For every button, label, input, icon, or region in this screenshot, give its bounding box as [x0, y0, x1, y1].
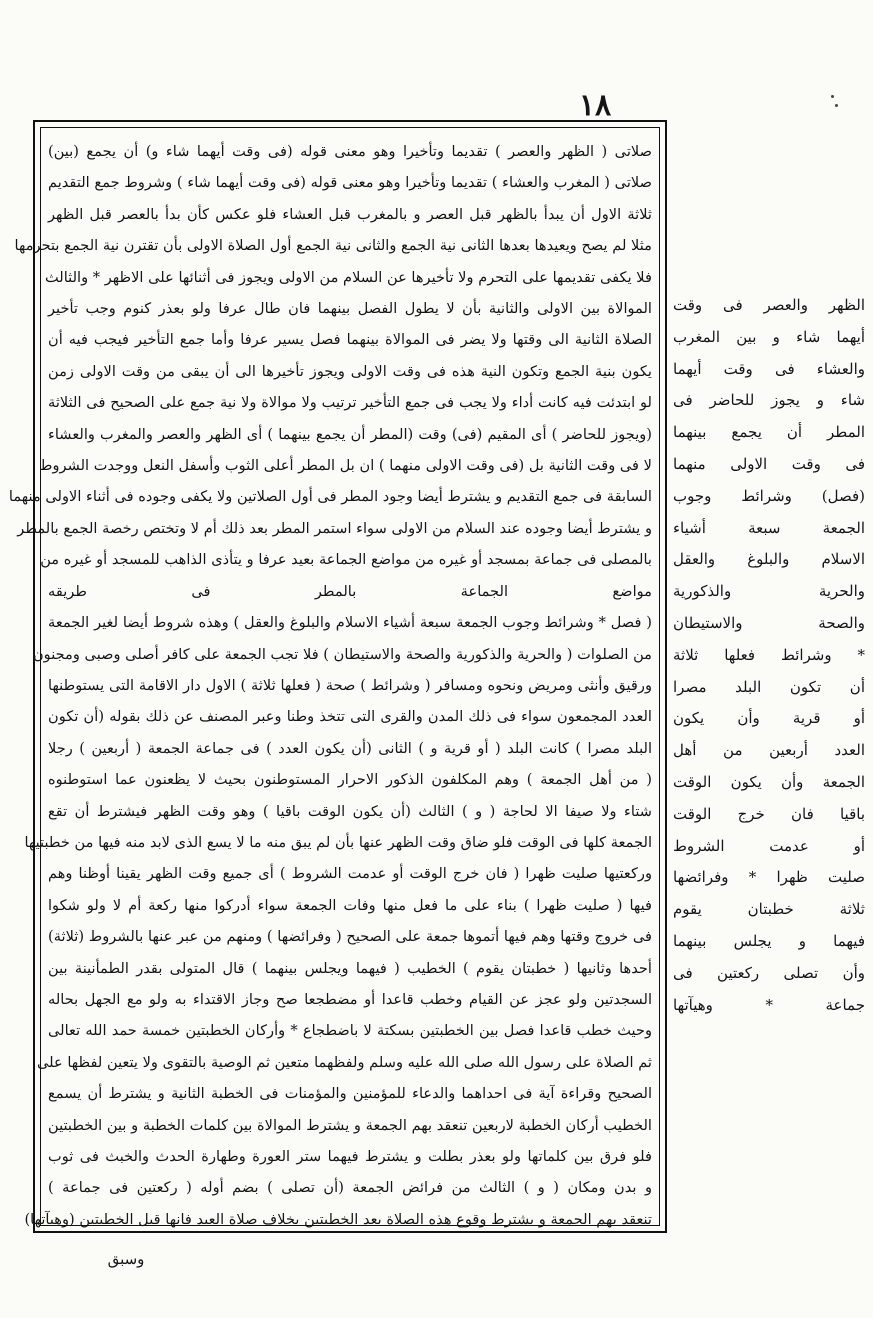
margin-text-line: المطر أن يجمع بينهما	[673, 423, 865, 442]
main-text-line: ثلاثة الاول أن يبدأ بالظهر قبل العصر و بالمغرب قبل العشاء فلو عكس كأن بدأ بالعصر قبل الظهر	[48, 205, 652, 223]
main-text-line: من الصلوات ( والحرية والذكورية والصحة والاستيطان ) فلا تجب الجمعة على كافر أصلى وصبى ومجنون	[32, 645, 652, 663]
margin-text-line: الجمعة وأن يكون الوقت	[673, 772, 865, 791]
margin-text-line: صليت ظهرا * وفرائضها	[673, 868, 865, 887]
margin-text-line: فيهما و يجلس بينهما	[673, 931, 865, 950]
main-text-line: ثم الصلاة على رسول الله صلى الله عليه وسلم ولفظهما متعين ثم الوصية بالتقوى ولا يتعين لفظها على	[37, 1053, 652, 1071]
main-text-line: العدد المجمعون سواء فى ذلك المدن والقرى التى تتخذ وطنا وعبر المصنف عن ذلك بقوله (أن تكون	[48, 708, 652, 726]
main-text-line: لا فى وقت الثانية بل (فى وقت الاولى منهما ) ان بل المطر أعلى الثوب وأسفل النعل ووجدت الشروط	[38, 457, 652, 475]
margin-text-line: أو عدمت الشروط	[673, 836, 865, 855]
main-text-line: مثلا لم يصح ويعيدها بعدها الثانى نية الجمع والثانى نية الجمع أول الصلاة الاولى بأن تقترن نية الجمع بتحرمها	[14, 237, 652, 255]
margin-text-line: الاسلام والبلوغ والعقل	[673, 550, 865, 569]
margin-text-line: باقيا فان خرج الوقت	[673, 804, 865, 823]
main-text-line: و بدن ومكان ( و ) الثالث من فرائض الجمعة (أن تصلى ) بضم أوله ( ركعتين فى جماعة )	[48, 1179, 652, 1197]
main-text-line: بالمصلى فى جماعة بمسجد أو غيره من مواضع الجماعة بعيد عرفا و يتأذى الذاهب للمسجد أو غيره من	[40, 551, 652, 569]
margin-text-line: والحرية والذكورية	[673, 582, 865, 601]
main-text-line: البلد مصرا ) كانت البلد ( أو قرية و ) الثانى (أن يكون العدد ) فى جماعة الجمعة ( أربعين ) رجلا	[48, 739, 652, 757]
main-text-line: السابقة فى جمع التقديم و يشترط أيضا وجود المطر فى أول الصلاتين ولا يكفى وجوده فى أثناء الاولى منهما	[8, 488, 652, 506]
decorative-dot	[835, 104, 838, 107]
page-number: ١٨	[578, 88, 612, 123]
main-text-line: الصلاة الثانية الى وقتها ولا يضر فى الموالاة بينهما فصل يسير عرفا وأما جمع التأخير فيجب فيه أن	[48, 331, 652, 349]
main-text-line: السجدتين ولو عجز عن القيام وخطب قاعدا أو مضطجعا صح وجاز الاقتداء به ولو مع الجهل بحاله	[48, 990, 652, 1008]
main-text-line: الجمعة كلها فى الوقت فلو ضاق وقت الظهر عنها بأن لم يبق منه ما لا يسع الذى لابد منه فيها من خطبتيها	[24, 833, 652, 851]
main-text-line: ورقيق وأنثى ومريض ونحوه ومسافر ( وشرائط ) صحة ( فعلها ثلاثة ) الاول دار الاقامة التى يستوطنها	[48, 676, 652, 694]
main-text-line: شتاء ولا صيفا الا لحاجة ( و ) الثالث (أن يكون الوقت باقيا ) وهو وقت الظهر فيشترط أن تقع	[48, 802, 652, 820]
margin-text-line: أيهما شاء و بين المغرب	[673, 327, 865, 346]
main-text-line: فلا يكفى تقديمها على التحرم ولا تأخيرها عن السلام من الاولى ويجوز فى أثنائها على الاظهر * والثالث	[44, 268, 652, 286]
margin-text-line: والعشاء فى وقت أيهما	[673, 359, 865, 378]
catchword: وسبق	[107, 1250, 145, 1268]
main-text-line: مواضع الجماعة بالمطر فى طريقه	[48, 582, 652, 600]
margin-text-line: ثلاثة خطبتان يقوم	[673, 900, 865, 919]
main-text-line: وحيث خطب قاعدا فصل بين الخطبتين بسكتة لا باضطجاع * وأركان الخطبتين خمسة حمد الله تعالى	[48, 1022, 652, 1040]
main-text-line: وركعتيها صليت ظهرا ( فان خرج الوقت أو عدمت الشروط ) أى جميع وقت الظهر يقينا أوظنا وهم	[48, 865, 652, 883]
margin-text-line: الظهر والعصر فى وقت	[673, 296, 865, 314]
decorative-dot	[831, 95, 834, 98]
main-text-line: فلو فرق بين كلماتها ولو بعذر بطلت و يشترط فيهما ستر العورة وطهارة الحدث والخبث فى ثوب	[48, 1148, 652, 1165]
main-text-line: فى خروج وقتها وهم فيها أتموها جمعة على الصحيح ( وفرائضها ) ومنهم من عبر عنها بالشروط (ثلاثة)	[48, 928, 652, 946]
main-text-line: الخطيب أركان الخطبة لاربعين تنعقد بهم الجمعة و يشترط الموالاة بين كلمات الخطبة و بين الخطبتين	[48, 1116, 652, 1134]
main-text-line: يكون بنية الجمع وتكون النية هذه فى وقت الاولى ويجوز تأخيرها الى أن يبقى من وقت الاولى زمن	[48, 362, 652, 380]
main-text-line: ( من أهل الجمعة ) وهم المكلفون الذكور الاحرار المستوطنون بحيث لا يظعنون عما استوطنوه	[48, 771, 652, 789]
margin-text-line: * وشرائط فعلها ثلاثة	[673, 645, 865, 664]
main-text-line: الصحيح وقراءة آية فى احداهما والدعاء للمؤمنين والمؤمنات فى الخطبة الثانية و يشترط أن يسمع	[48, 1085, 652, 1103]
main-text-line: و يشترط أيضا وجوده عند السلام من الاولى سواء استمر المطر بعد ذلك أم لا وتختص رخصة الجمع بالمطر	[17, 519, 652, 537]
margin-text-line: جماعة * وهيآتها	[673, 995, 865, 1014]
main-text-line: أحدها وثانيها ( خطبتان يقوم ) الخطيب ( فيهما ويجلس بينهما ) قال المتولى بقدر الطمأنينة بين	[48, 959, 652, 977]
margin-text-column	[673, 290, 865, 1014]
main-text-column	[8, 136, 652, 1228]
main-text-line: تنعقد بهم الجمعة و يشترط وقوع هذه الصلاة بعد الخطبتين بخلاف صلاة العيد فانها قبل الخطبتين (وهيآتها)	[24, 1210, 652, 1228]
margin-text-line: العدد أربعين من أهل	[673, 741, 865, 760]
main-text-line: لو ابتدئت فيه كانت أداء ولا يجب فى جمع التأخير ترتيب ولا موالاة ولا نية جمع على الصحيح فى الثلاثة	[48, 394, 652, 412]
margin-text-line: وأن تصلى ركعتين فى	[673, 963, 865, 982]
main-text-line: الموالاة بين الاولى والثانية بأن لا يطول الفصل بينهما فان طال عرفا ولو بعذر كنوم وجب تأخير	[48, 300, 652, 318]
margin-text-line: فى وقت الاولى منهما	[673, 454, 865, 473]
main-text-line: صلاتى ( المغرب والعشاء ) تقديما وتأخيرا وهو معنى قوله (فى وقت أيهما شاء ) وشروط جمع التقديم	[48, 174, 652, 192]
main-text-line: فيها ( صليت ظهرا ) بناء على ما فعل منها وفات الجمعة سواء أدركوا منها ركعة أم لا ولو شكوا	[48, 896, 652, 914]
margin-text-line: شاء و يجوز للحاضر فى	[673, 391, 865, 410]
main-text-line: صلاتى ( الظهر والعصر ) تقديما وتأخيرا وهو معنى قوله (فى وقت أيهما شاء و) أن يجمع (بين)	[48, 143, 652, 160]
margin-text-line: أن تكون البلد مصرا	[673, 677, 865, 696]
margin-text-line: أو قرية وأن يكون	[673, 709, 865, 728]
margin-text-line: الجمعة سبعة أشياء	[673, 518, 865, 537]
margin-text-line: (فصل) وشرائط وجوب	[673, 486, 865, 505]
main-text-line: ( فصل * وشرائط وجوب الجمعة سبعة أشياء الاسلام والبلوغ والعقل ) وهذه شروط أيضا لغير الجمعة	[48, 614, 652, 632]
margin-text-line: والصحة والاستيطان	[673, 613, 865, 632]
main-text-line: (ويجوز للحاضر ) أى المقيم (فى) وقت (المطر أن يجمع بينهما ) أى الظهر والعصر والمغرب والعشاء	[48, 425, 652, 443]
